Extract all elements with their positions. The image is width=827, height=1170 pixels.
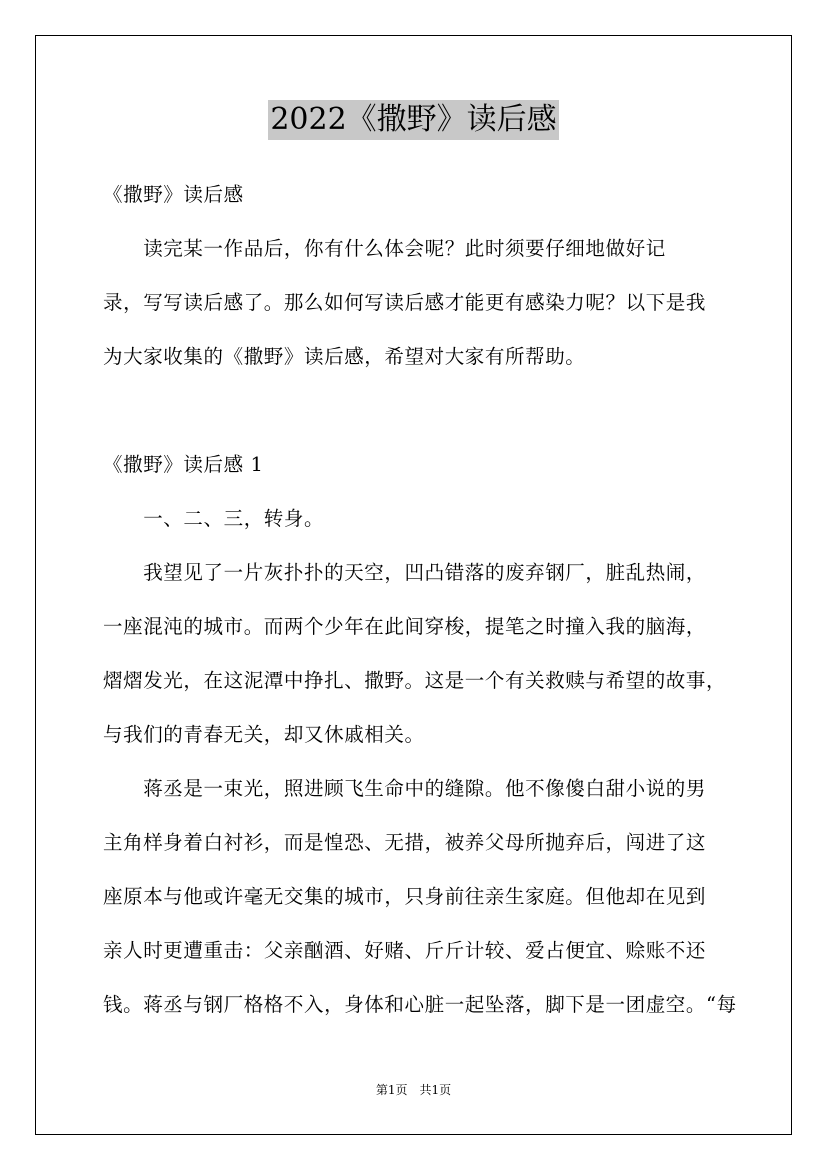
body-line: 钱。蒋丞与钢厂格格不入，身体和心脏一起坠落，脚下是一团虚空。“每 (103, 993, 737, 1016)
body-line: 座原本与他或许毫无交集的城市，只身前往亲生家庭。但他却在见到 (103, 885, 707, 908)
title-container (0, 100, 827, 140)
section-heading: 《撒野》读后感 1 (103, 453, 264, 476)
body-line: 我望见了一片灰扑扑的天空，凹凸错落的废弃钢厂，脏乱热闹， (103, 561, 707, 584)
subtitle: 《撒野》读后感 (103, 183, 244, 206)
body-line: 主角样身着白衬衫，而是惶恐、无措，被养父母所抛弃后，闯进了这 (103, 831, 707, 854)
body-line: 蒋丞是一束光，照进顾飞生命中的缝隙。他不像傻白甜小说的男 (103, 777, 707, 800)
body-line: 亲人时更遭重击：父亲酗酒、好赌、斤斤计较、爱占便宜、赊账不还 (103, 939, 707, 962)
intro-line: 录，写写读后感了。那么如何写读后感才能更有感染力呢？以下是我 (103, 291, 707, 314)
body-line: 与我们的青春无关，却又休戚相关。 (103, 723, 425, 746)
page-footer: 第1页 共1页 (375, 1083, 452, 1097)
body-line: 一、二、三，转身。 (103, 507, 325, 530)
body-line: 一座混沌的城市。而两个少年在此间穿梭，提笔之时撞入我的脑海， (103, 615, 707, 638)
intro-line: 读完某一作品后，你有什么体会呢？此时须要仔细地做好记 (103, 237, 666, 260)
intro-line: 为大家收集的《撒野》读后感，希望对大家有所帮助。 (103, 345, 586, 368)
body-line: 熠熠发光，在这泥潭中挣扎、撒野。这是一个有关救赎与希望的故事， (103, 669, 727, 692)
document-title: 2022《撒野》读后感 (268, 100, 558, 140)
